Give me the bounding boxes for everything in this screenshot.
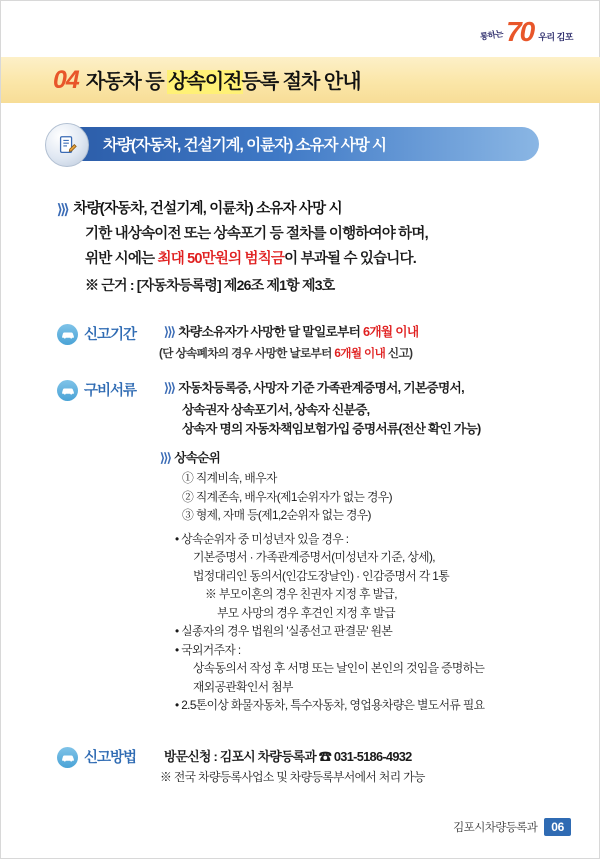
list-item: 재외공관확인서 첨부: [193, 679, 293, 694]
document-pen-icon: [45, 123, 89, 167]
footer-department: 김포시차량등록과: [453, 822, 538, 834]
report-note-deadline: 6개월 이내: [334, 347, 386, 360]
arrow-marker-icon: ⟩⟩⟩: [160, 451, 171, 465]
report-period-text-pre: 차량소유자가 사망한 달 말일로부터: [178, 325, 364, 339]
lead-line-3-pre: 위반 시에는: [85, 251, 158, 267]
list-item: ※ 부모이혼의 경우 친권자 지정 후 발급,: [205, 587, 397, 601]
report-method-visit-line: 방문신청 : 김포시 차량등록과 ☎ 031-5186-4932: [164, 749, 412, 764]
inheritance-order-title: [57, 447, 567, 466]
arrow-marker-icon: ⟩⟩⟩: [164, 325, 175, 339]
item-report-method: [57, 746, 567, 786]
report-note-post: 신고): [385, 347, 413, 360]
logo-left-text: 통하는: [479, 28, 504, 42]
detail-minor-heir: [175, 530, 567, 623]
detail-special-vehicles: [175, 696, 567, 715]
item-required-documents-label: 구비서류: [84, 383, 137, 399]
arrow-marker-icon: ⟩⟩⟩: [164, 381, 175, 395]
lead-legal-basis: ※ 근거 : [자동차등록령] 제26조 제1항 제3호: [85, 277, 335, 293]
item-report-method-label: 신고방법: [84, 750, 137, 766]
section-title: [86, 65, 361, 94]
section-title-pre: 자동차 등: [85, 71, 169, 93]
item-report-period-body: [164, 323, 418, 342]
lead-line-3-post: 이 부과될 수 있습니다.: [284, 251, 416, 267]
footer: [453, 818, 571, 836]
list-item: • 2.5톤이상 화물자동차, 특수자동차, 영업용차량은 별도서류 필요: [175, 698, 485, 712]
logo-right-text: 우리 김포: [538, 31, 573, 42]
section-title-bar: [1, 57, 600, 103]
required-documents-line-3: 상속자 명의 자동차책임보험가입 증명서류(전산 확인 가능): [182, 422, 481, 436]
detail-missing-person: [175, 622, 567, 641]
list-item: 부모 사망의 경우 후견인 지정 후 발급: [217, 605, 396, 620]
lead-line-3: [57, 247, 557, 272]
required-documents-text-1: 자동차등록증, 사망자 기준 가족관계증명서, 기본증명서,: [178, 381, 464, 395]
lead-line-1-row: [57, 197, 557, 222]
lead-line-1: 차량(자동차, 건설기계, 이륜차) 소유자 사망 시: [73, 201, 342, 217]
detail-overseas-resident: [175, 641, 567, 697]
item-report-period-note: [57, 345, 567, 363]
section-title-inner: [1, 65, 361, 95]
report-period-deadline: 6개월 이내: [363, 325, 419, 339]
logo-number: 70: [506, 16, 534, 47]
section-title-post: 등록 절차 안내: [241, 71, 361, 93]
lead-line-2: 기한 내상속이전 또는 상속포기 등 절차를 이행하여야 하며,: [85, 226, 428, 242]
list-item: • 국외거주자 :: [175, 642, 241, 657]
list-item: ③ 형제, 자매 등(제1,2순위자 없는 경우): [182, 508, 371, 522]
subheader-banner: [63, 127, 539, 161]
inheritance-order-title-text: 상속순위: [174, 451, 221, 465]
list-item: ② 직계존속, 배우자(제1순위자가 없는 경우): [182, 489, 392, 504]
item-report-method-head: [57, 746, 567, 768]
item-report-period: [57, 323, 567, 363]
lead-penalty-text: 최대 50만원의 범칙금: [157, 251, 285, 267]
document-details-list: [57, 530, 567, 715]
car-circle-icon: [57, 380, 78, 401]
car-circle-icon: [57, 747, 78, 768]
car-circle-icon: [57, 324, 78, 345]
list-item: 법정대리인 동의서(인감도장날인) · 인감증명서 각 1통: [193, 568, 450, 583]
city-logo: [480, 15, 573, 49]
chevron-marker-icon: ⟩⟩⟩: [57, 201, 68, 217]
report-method-note: ※ 전국 차량등록사업소 및 차량등록부서에서 처리 가능: [160, 770, 425, 784]
item-report-period-head: [57, 323, 567, 345]
item-required-documents-head: [57, 379, 567, 401]
section-title-highlight: 상속이전: [168, 71, 242, 93]
list-item: 상속동의서 작성 후 서명 또는 날인이 본인의 것임을 증명하는: [193, 661, 485, 675]
required-documents-line-1: [164, 379, 464, 398]
section-number: 04: [53, 66, 79, 94]
list-item: • 실종자의 경우 법원의 '실종선고 판결문' 원본: [175, 624, 393, 638]
item-report-period-label: 신고기간: [84, 327, 137, 343]
report-note-pre: (단 상속폐차의 경우 사망한 날로부터: [159, 347, 335, 360]
required-documents-line-2: 상속권자 상속포기서, 상속자 신분증,: [182, 403, 370, 417]
subheader-label: 차량(자동차, 건설기계, 이륜자) 소유자 사망 시: [103, 137, 386, 154]
page-number: 06: [544, 818, 571, 836]
list-item: ① 직계비속, 배우자: [182, 471, 277, 485]
lead-paragraph: [57, 197, 557, 298]
list-item: 기본증명서 · 가족관계증명서(미성년자 기준, 상세),: [193, 550, 435, 564]
item-required-documents: [57, 379, 567, 715]
list-item: • 상속순위자 중 미성년자 있을 경우 :: [175, 531, 349, 546]
inheritance-order-list: [57, 469, 567, 525]
